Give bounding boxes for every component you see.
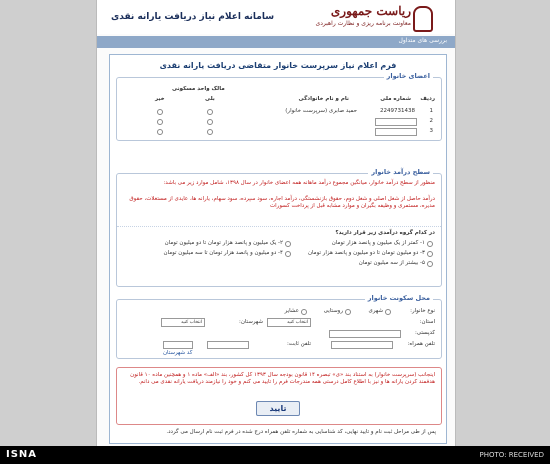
- footer-note: پس از طی مراحل ثبت نام و تایید نهایی، کد شناسایی به شماره تلفن همراه درج شده در فرم ثبت نام ارسال می گردد.: [166, 429, 436, 435]
- income-option-label: ۱- کمتر از یک میلیون و پانصد هزار تومان: [331, 240, 425, 246]
- income-notice: منظور از سطح درآمد خانوار، میانگین مجموع درآمد ماهانه همه اعضای خانوار در سال ۱۳۹۸، شامل موارد زیر می باشد:: [163, 180, 435, 186]
- brand-subtitle: معاونت برنامه ریزی و نظارت راهبردی: [315, 20, 411, 27]
- submit-button[interactable]: تایید: [256, 401, 300, 416]
- type-rural-label: روستایی: [323, 308, 343, 314]
- owner-no-radio[interactable]: [157, 109, 163, 115]
- brand-title: ریاست جمهوری: [330, 4, 411, 18]
- postal-label: کدپستی:: [414, 330, 435, 336]
- residence-legend: محل سکونت خانوار: [365, 294, 433, 302]
- income-option-radio[interactable]: [427, 261, 433, 267]
- income-option-label: ۴- دو میلیون و پانصد هزار تومان تا سه میلیون تومان: [163, 250, 283, 256]
- area-code-input[interactable]: [163, 341, 193, 349]
- income-option-label: ۲- یک میلیون و پانصد هزار تومان تا دو میلیون تومان: [164, 240, 283, 246]
- members-section: [116, 72, 442, 141]
- photo-credit-bar: [0, 446, 550, 464]
- income-option-radio[interactable]: [285, 251, 291, 257]
- income-details: درآمد حاصل از شغل اصلی و شغل دوم، حقوق بازنشستگی، درآمد اجاره، سود سپرده، سود سهام، یارانه ها، عایدی از مستغلات، حقوق مدیره، مستمری و وظیفه بگیران و موارد مشابه قبل از پرداخت کسورات: [129, 196, 435, 209]
- type-rural-radio[interactable]: [345, 309, 351, 315]
- form-title: فرم اعلام نیاز سرپرست خانوار متقاضی دریافت یارانه نقدی: [159, 61, 397, 70]
- city-select[interactable]: انتخاب کنید: [161, 318, 205, 327]
- landline-label: تلفن ثابت:: [286, 341, 311, 347]
- col-no: خیر: [155, 96, 165, 102]
- application-form: [109, 54, 447, 444]
- income-question: در کدام گروه درآمدی زیر قرار دارید؟: [335, 230, 435, 236]
- residence-section: [116, 294, 442, 359]
- national-id-input[interactable]: [375, 128, 417, 136]
- nav-link-faq[interactable]: بررسی های متداول: [398, 37, 447, 44]
- type-nomadic-label: عشایر: [284, 308, 299, 314]
- row-index: 2: [429, 118, 433, 124]
- row-name: حمید صابری (سرپرست خانوار): [285, 108, 357, 114]
- owner-yes-radio[interactable]: [207, 129, 213, 135]
- row-index: 3: [429, 128, 433, 134]
- divider: [117, 226, 441, 227]
- owner-no-radio[interactable]: [157, 119, 163, 125]
- province-label: استان:: [419, 319, 435, 325]
- area-code-hint: کد شهرستان: [163, 350, 193, 356]
- members-legend: اعضای خانوار: [384, 72, 433, 80]
- col-national-id: شماره ملی: [380, 96, 411, 102]
- declaration-section: [116, 367, 442, 425]
- income-option-radio[interactable]: [427, 251, 433, 257]
- owner-no-radio[interactable]: [157, 129, 163, 135]
- declaration-text: اینجانب (سرپرست خانوار) به استناد بند «ی» تبصره ۱۴ قانون بودجه سال ۱۳۹۳ کل کشور، بند «الف» ماده ۱ و همچنین ماده ۱۰ قانون هدفمند کردن یارانه ها و نیز با اطلاع کامل درستی همه مندرجات فرم را تایید می کنم و خود را نیازمند دریافت یارانه نقدی می دانم.: [130, 372, 435, 385]
- site-header: [97, 0, 455, 34]
- city-label: شهرستان:: [238, 319, 263, 325]
- col-name: نام و نام خانوادگی: [298, 96, 349, 102]
- agency-logo: ISNA: [6, 449, 38, 460]
- type-urban-radio[interactable]: [385, 309, 391, 315]
- income-option-label: ۵- بیشتر از سه میلیون تومان: [358, 260, 425, 266]
- row-national-id: 2249731438: [380, 108, 415, 114]
- owner-yes-radio[interactable]: [207, 119, 213, 125]
- income-section: [116, 168, 442, 287]
- type-nomadic-radio[interactable]: [301, 309, 307, 315]
- landline-input[interactable]: [207, 341, 249, 349]
- housing-header: مالک واحد مسکونی: [172, 86, 225, 92]
- col-yes: بلی: [205, 96, 215, 102]
- income-option-radio[interactable]: [427, 241, 433, 247]
- postal-input[interactable]: [329, 330, 401, 338]
- row-index: 1: [429, 108, 433, 114]
- income-legend: سطح درآمد خانوار: [368, 168, 433, 176]
- income-option-label: ۳- دو میلیون تومان تا دو میلیون و پانصد هزار تومان: [307, 250, 425, 256]
- national-id-input[interactable]: [375, 118, 417, 126]
- owner-yes-radio[interactable]: [207, 109, 213, 115]
- emblem-icon: [413, 6, 433, 32]
- nav-bar: [97, 36, 455, 48]
- income-option-radio[interactable]: [285, 241, 291, 247]
- household-type-label: نوع خانوار:: [410, 308, 435, 314]
- form-page: [96, 0, 456, 446]
- photo-credit: PHOTO: RECEIVED: [479, 451, 544, 459]
- system-title: سامانه اعلام نیاز دریافت یارانه نقدی: [111, 12, 275, 22]
- mobile-label: تلفن همراه:: [407, 341, 435, 347]
- type-urban-label: شهری: [368, 308, 383, 314]
- mobile-input[interactable]: [331, 341, 393, 349]
- col-index: ردیف: [420, 96, 435, 102]
- province-select[interactable]: انتخاب کنید: [267, 318, 311, 327]
